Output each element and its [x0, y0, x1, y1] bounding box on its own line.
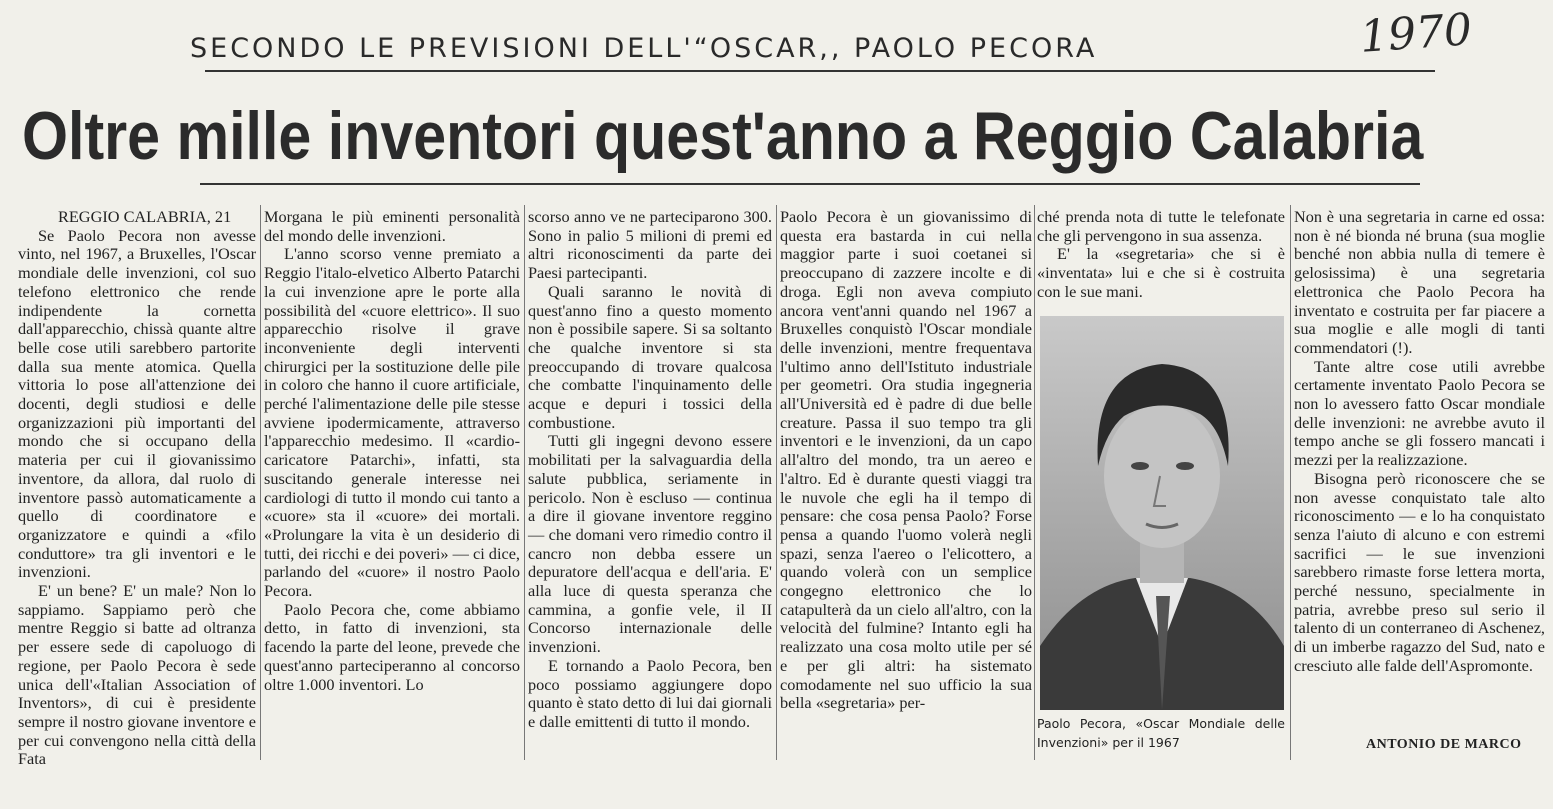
portrait-illustration [1040, 316, 1284, 710]
column-divider [1290, 205, 1291, 760]
overline-kicker: SECONDO LE PREVISIONI DELL'“OSCAR,, PAOLO PECORA [190, 33, 1098, 64]
dateline: REGGIO CALABRIA, 21 [58, 207, 232, 226]
column-divider [260, 205, 261, 760]
portrait-photo [1040, 316, 1284, 710]
article-column-3 [528, 208, 772, 732]
paragraph: E' un bene? E' un male? Non lo sappiamo. Sappiamo però che mentre Reggio si batte ad oltranza per essere sede di capoluogo di regione, per Paolo Pecora è sede unica dell'«Italian Association of Inventors», di cui è presidente sempre il nostro giovane inventore e per cui convengono nella città della Fata [18, 581, 256, 769]
paragraph: Bisogna però riconoscere che se non avesse conquistato tale alto riconoscimento — e lo ha conquistato senza l'aiuto di alcuno e con estremi sacrifici — le sue invenzioni sarebbero rimaste forse lettera morta, perché nessuno, specialmente in patria, avrebbe preso sul serio il talento di un conterraneo di Aschenez, di un imberbe ragazzo del Sud, nato e cresciuto alle falde dell'Aspromonte. [1294, 468, 1545, 675]
column-divider [776, 205, 777, 760]
paragraph: E' la «segretaria» che si è «inventata» lui e che si è costruita con le sue mani. [1037, 244, 1285, 301]
paragraph: L'anno scorso venne premiato a Reggio l'italo-elvetico Alberto Patarchi la cui invenzione apre le porte alla possibilità del «cuore elettrico». Il suo apparecchio risolve il grave inconveniente degli interventi chirurgici per la sostituzione delle pile in coloro che hanno il cuore artificiale, perché l'alimentazione delle pile stesse avviene ipodermicamente, attraverso l'apparecchio medesimo. Il «cardio-caricatore Patarchi», infatti, sta suscitando generale interesse nei cardiologi di tutto il mondo cui tanto a «cuore» sta il «cuore» dei mortali. «Prolungare la vita è un desiderio di tutti, dei ricchi e dei poveri» — ci dice, parlando del «cuore» il nostro Paolo Pecora. [264, 244, 520, 601]
column-divider [1034, 205, 1035, 760]
paragraph: Non è una segretaria in carne ed ossa: non è né bionda né bruna (sua moglie benché non abbia nulla di temere è gelosissima) è una segretaria elettronica che Paolo Pecora ha inventato e costruita per far piacere a sua moglie e alle mogli di tanti commendatori (!). [1294, 207, 1545, 357]
handwritten-year-note: 1970 [1358, 4, 1474, 63]
paragraph: Se Paolo Pecora non avesse vinto, nel 1967, a Bruxelles, l'Oscar mondiale delle invenzioni, col suo telefono elettronico che rende indipendente la cornetta dall'apparecchio, chissà quante altre belle cose utili sarebbero partorite dalla sua mente atomica. Quella vittoria lo pose all'attenzione dei docenti, degli studiosi e delle organizzazioni più importanti del mondo che si occupano della materia per cui il giovanissimo inventore, da allora, dal ruolo di inventore passò automaticamente a quello di coordinatore e organizzatore e quindi a «filo conduttore» tra gli inventori e le invenzioni. [18, 225, 256, 582]
paragraph: Tutti gli ingegni devono essere mobilitati per la salvaguardia della salute pubblica, seriamente in pericolo. Non è escluso — continua a dire il giovane inventore reggino — che domani vero rimedio contro il cancro non debba essere un depuratore dell'acqua e dell'aria. E' alla luce di questa speranza che cammina, a gonfie vele, il II Concorso internazionale delle invenzioni. [528, 431, 772, 657]
column-divider [524, 205, 525, 760]
paragraph: Tante altre cose utili avrebbe certamente inventato Paolo Pecora se non lo avessero fatto Oscar mondiale delle invenzioni: ne avrebbe avuto il tempo anche se gli fossero mancati i mezzi per la realizzazione. [1294, 356, 1545, 470]
top-rule [205, 70, 1435, 72]
article-column-1 [18, 208, 256, 769]
headline: Oltre mille inventori quest'anno a Reggio Calabria [22, 98, 1424, 174]
article-column-4 [780, 208, 1032, 713]
headline-rule [200, 183, 1420, 185]
article-column-6 [1294, 208, 1545, 676]
paragraph: Morgana le più eminenti personalità del mondo delle invenzioni. [264, 207, 520, 245]
photo-caption: Paolo Pecora, «Oscar Mondiale delle Invenzioni» per il 1967 [1037, 716, 1285, 750]
paragraph: ché prenda nota di tutte le telefonate che gli pervengono in sua assenza. [1037, 207, 1285, 245]
author-signature: ANTONIO DE MARCO [1366, 737, 1522, 752]
paragraph: Paolo Pecora è un giovanissimo di questa era bastarda in cui nella maggior parte i suoi coetanei si preoccupano di zazzere incolte e di droga. Egli non aveva compiuto ancora vent'anni quando nel 1967 a Bruxelles conquistò l'Oscar mondiale delle invenzioni, mentre frequentava l'ultimo anno dell'Istituto industriale per geometri. Ora studia ingegneria all'Università ed è padre di due belle creature. Passa il suo tempo tra gli inventori e le invenzioni, da un capo all'altro del mondo, tra un aereo e l'altro. Ed è durante questi viaggi tra le nuvole che egli ha il tempo di pensare: che cosa pensa Paolo? Forse pensa a quando l'uomo volerà negli spazi, senza l'aereo o l'elicottero, a quando volerà con un semplice congegno elettronico che lo catapulterà da un cielo all'altro, con la velocità del fulmine? Intanto egli ha realizzato una cosa molto utile per sé e per gli altri: ha sistemato comodamente nel suo ufficio la sua bella «segretaria» per- [780, 207, 1032, 713]
article-column-5 [1037, 208, 1285, 302]
article-column-2 [264, 208, 520, 694]
paragraph: Paolo Pecora che, come abbiamo detto, in fatto di invenzioni, sta facendo la parte del leone, prevede che quest'anno parteciperanno al concorso oltre 1.000 inventori. Lo [264, 599, 520, 694]
paragraph: scorso anno ve ne parteciparono 300. Sono in palio 5 milioni di premi ed altri riconoscimenti da parte dei Paesi partecipanti. [528, 207, 772, 283]
paragraph: E tornando a Paolo Pecora, ben poco possiamo aggiungere dopo quanto è stato detto di lui dai giornali e dalle emittenti di tutto il mondo. [528, 655, 772, 731]
paragraph: Quali saranno le novità di quest'anno fino a questo momento non è possibile sapere. Si sa soltanto che qualche inventore si sta preoccupando di trovare qualcosa che combatte l'inquinamento delle acque e depuri i tossici della combustione. [528, 281, 772, 432]
